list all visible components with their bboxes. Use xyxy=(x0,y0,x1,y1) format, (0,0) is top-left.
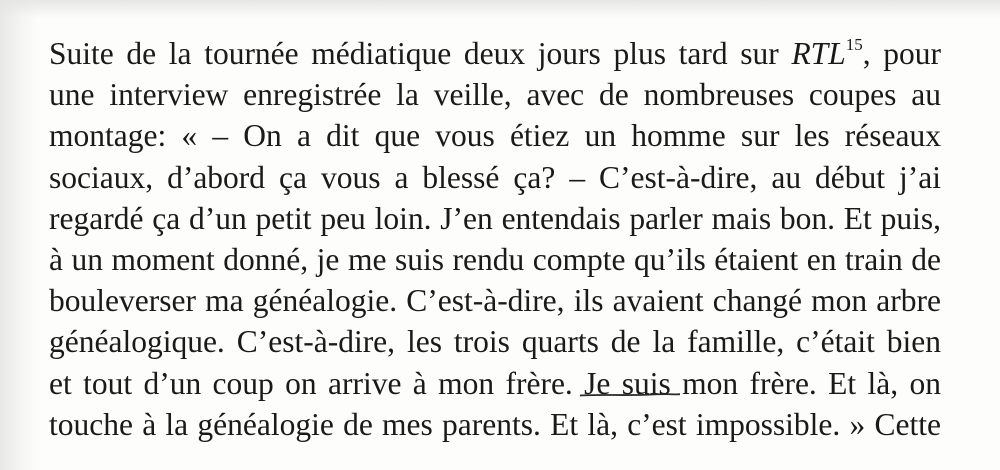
text-line-6: à un moment donné, je me suis rendu compte qu’ils étaient en train de xyxy=(49,242,941,277)
text-line-9-start: et tout d’un coup on arrive à mon frère. xyxy=(49,366,585,401)
footnote-marker: 15 xyxy=(845,35,863,54)
text-line-1-end: , pour xyxy=(862,36,941,71)
text-line-1 xyxy=(49,34,941,74)
text-line-3: montage: « – On a dit que vous étiez un homme sur les réseaux xyxy=(49,118,941,153)
rtl-italic: RTL xyxy=(791,36,846,71)
text-line-7: bouleverser ma généalogie. C’est-à-dire, ils avaient changé mon arbre xyxy=(49,283,941,318)
text-line-9 xyxy=(49,364,941,404)
text-line-8: généalogique. C’est-à-dire, les trois quarts de la famille, c’était bien xyxy=(49,324,941,359)
page-top-shadow xyxy=(0,0,1000,18)
text-line-1-start: Suite de la tournée médiatique deux jours plus tard sur xyxy=(49,36,792,71)
underlined-quote-text: Je suis mon frère. xyxy=(584,366,817,401)
text-line-4: sociaux, d’abord ça vous a blessé ça? – C’est-à-dire, au début j’ai xyxy=(49,160,941,195)
text-line-9-end: Et là, on xyxy=(816,366,941,401)
underlined-quote xyxy=(584,366,817,401)
text-line-5: regardé ça d’un petit peu loin. J’en entendais parler mais bon. Et puis, xyxy=(49,201,941,236)
text-line-10: touche à la généalogie de mes parents. Et là, c’est impossible. » Cette xyxy=(49,407,941,442)
text-line-2: une interview enregistrée la veille, avec de nombreuses coupes au xyxy=(49,77,941,112)
